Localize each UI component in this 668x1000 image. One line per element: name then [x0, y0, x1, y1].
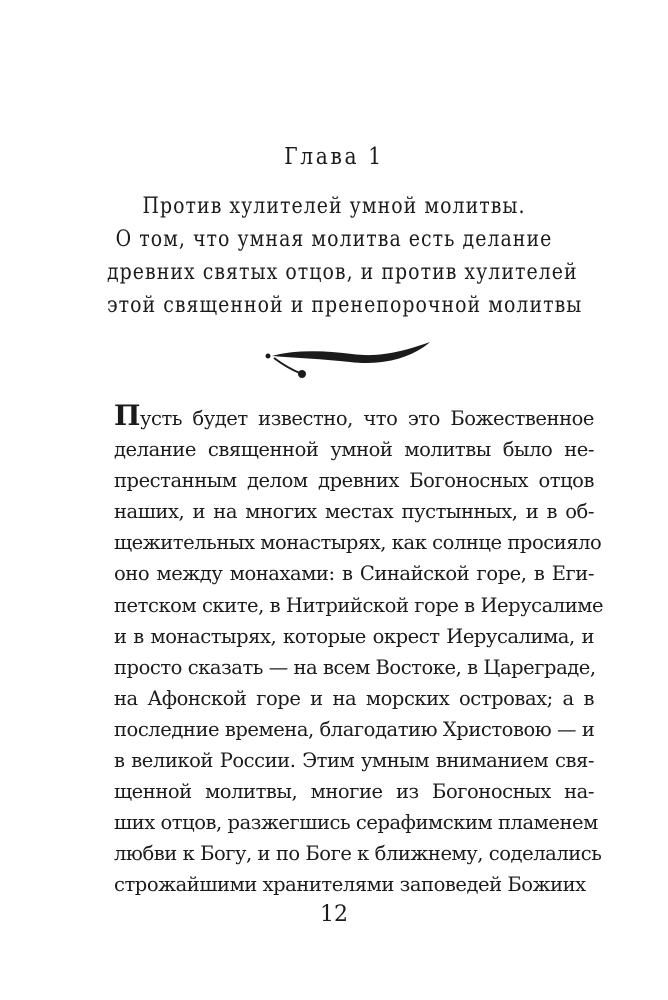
body-line: [114, 400, 594, 434]
body-line: в великой России. Этим умным вниманием свя-: [114, 749, 594, 773]
body-line: на Афонской горе и на морских островах; а в: [114, 686, 594, 710]
body-paragraph: [114, 399, 604, 901]
chapter-title-line: древних святых отцов, и против хулителей: [106, 260, 578, 285]
body-line: и в монастырях, которые окрест Иерусалима, и: [114, 624, 594, 648]
chapter-title-line: Против хулителей умной молитвы.: [142, 194, 526, 219]
chapter-label: Глава 1: [284, 144, 384, 170]
chapter-title-line: О том, что умная молитва есть делание: [115, 227, 553, 252]
page-number: 12: [320, 902, 348, 927]
body-line: делание священной умной молитвы было не-: [114, 438, 594, 462]
body-line: наших, и на многих местах пустынных, и в об-: [114, 500, 594, 524]
body-line: престанным делом древних Богоносных отцов: [114, 469, 594, 493]
body-line: щежительных монастырях, как солнце просияло: [114, 531, 602, 555]
body-line: последние времена, благодатию Христовою — и: [114, 717, 595, 741]
chapter-title: [70, 190, 598, 322]
body-line: ших отцов, разжегшись серафимским пламенем: [114, 811, 598, 835]
body-line: строжайшими хранителями заповедей Божиих: [114, 873, 586, 897]
body-line-text: усть будет известно, что это Божественное: [140, 407, 594, 430]
chapter-title-line: этой священной и пренепорочной молитвы: [106, 293, 583, 318]
body-line: петском ските, в Нитрийской горе в Иерусалиме: [114, 593, 604, 617]
body-line: просто сказать — на всем Востоке, в Цареграде,: [114, 655, 596, 679]
body-line: щенной молитвы, многие из Богоносных на-: [114, 780, 594, 804]
ornamental-flourish-icon: [262, 336, 438, 380]
drop-cap: П: [114, 399, 140, 432]
body-line: любви к Богу, и по Боге к ближнему, соделались: [114, 842, 602, 866]
body-line: оно между монахами: в Синайской горе, в Еги-: [114, 562, 594, 586]
